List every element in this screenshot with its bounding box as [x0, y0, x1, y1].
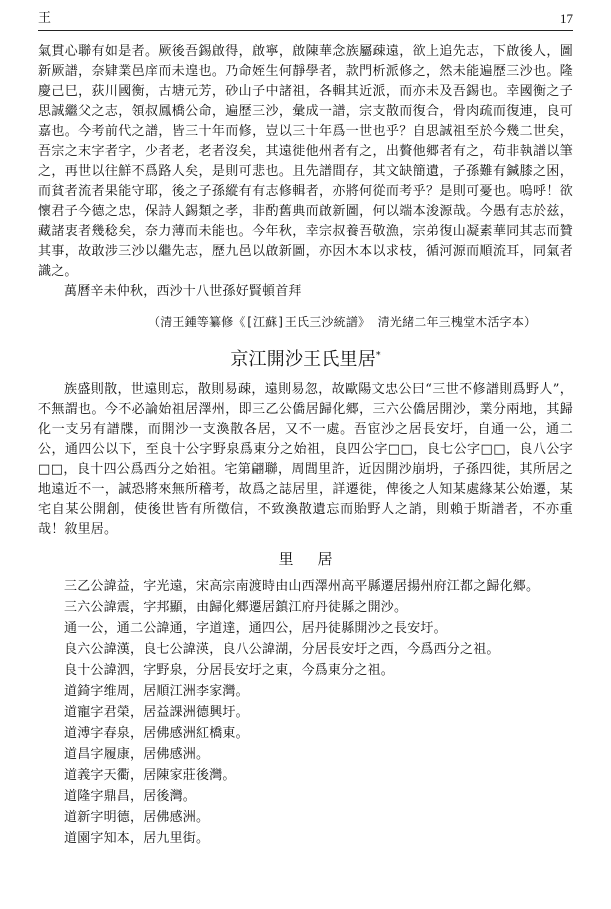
section-title-mark: * — [375, 351, 381, 361]
page-header — [38, 8, 573, 31]
subsection-title: 里居 — [278, 550, 357, 568]
residence-line: 道新字明德，居佛感洲。 — [64, 810, 210, 825]
page-number: 17 — [560, 11, 573, 26]
residence-line: 道錡字维周，居順江洲李家灣。 — [64, 684, 249, 699]
residence-line: 良十公諱泗，字野泉，分居長安圩之東，今爲東分之祖。 — [64, 663, 395, 678]
source-note: （清王鍾等纂修《[江蘇]王氏三沙統譜》 清光緒二年三槐堂木活字本） — [148, 315, 537, 329]
residence-line: 良六公諱漢，良七公諱渶，良八公諱湖，分居長安圩之西，今爲西分之祖。 — [64, 642, 500, 657]
page-content — [38, 42, 573, 849]
residence-line: 三乙公諱益，字光遠，宋高宗南渡時由山西澤州高平縣遷居揚州府江都之歸化郷。 — [64, 579, 540, 594]
section-title — [38, 342, 573, 374]
running-head: 王 — [38, 11, 52, 26]
section-title-text: 京江開沙王氏里居 — [230, 349, 376, 370]
residence-line: 道寵字君榮，居益課洲德興圩。 — [64, 705, 249, 720]
residence-line: 道昌字履康，居佛感洲。 — [64, 747, 210, 762]
residence-line: 通一公，通二公諱通，字道達，通四公，居丹徒縣開沙之長安圩。 — [64, 621, 447, 636]
preface-continuation: 氣貫心聯有如是者。厥後吾錫啟得，啟寧，啟陳華念族屬疎遠，欲上追先志，下啟後人，圖新厥譜，奈肄業邑庠而未遑也。乃命姪生何靜學者，款門析派修之，然未能遍歷三沙也。隆慶己巳，荻川國衡，古塘元芳，砂山子中諸祖，各輯其近派，而亦未及吾錫也。幸國衡之子思誠繼父之志，領叔鳳橋公命，遍歷三沙，彙成一譜，宗支散而復合，骨肉疏而復連，良可嘉也。今考前代之譜，皆三十年而修，豈以三十年爲一世也乎？自思誠祖至於今幾二世矣，吾宗之末字者字，少者老，老者沒矣，其遠徙他州者有之，出贅他郷者有之，苟非執譜以筆之，再世以往鮮不爲路人矣，是則可悲也。且先譜間存，其文缺簡遺，子孫難有鍼膝之困，而貧者流者果能守耶，後之子孫縱有有志修輯者，亦將何從而考乎？是則可憂也。嗚呼！欲懷君子今德之忠，保詩人錫類之孝，非酌舊典而啟新圖，何以端本浚源哉。今愚有志於兹，藏諸衷者幾稔矣，奈力薄而未能也。今年秋，幸宗叔養吾敬漁，宗弟復山凝素華同其志而贊其事，故敢涉三沙以繼先志，歷九邑以啟新圖，亦因木本以求枝，循河源而順流耳，同氣者識之。 — [38, 44, 573, 279]
section-intro: 族盛則散，世遠則忘，散則易疎，遠則易忽，故歐陽文忠公曰“三世不修譜則爲野人”，不無謂也。今不必論始祖居澤州，即三乙公僑居歸化郷，三六公僑居開沙，業分兩地，其歸化一支另有譜牒，而開沙一支渙散各居，又不一處。吾宦沙之居長安圩，自通一公，通二公，通四公以下，至良十公字野泉爲東分之始祖，良四公字□□，良七公字□□，良八公字□□，良十四公爲西分之始祖。宅第翩聯，周閭里許，近因開沙崩坍，子孫四徙，其所居之地遠近不一，誠恐將來無所稽考，故爲之誌居里，詳遷徙，俾後之人知某處緣某公始遷，某宅自某公開創，使後世皆有所徵信，不致渙散遺忘而貽野人之誚，則賴于斯譜者，不亦重哉！敘里居。 — [38, 382, 573, 537]
preface-signoff: 萬曆辛未仲秋，西沙十八世孫好賢頓首拜 — [64, 284, 302, 299]
residence-line: 道隆字鼎昌，居後灣。 — [64, 789, 197, 804]
residence-line: 三六公諱震，字邦顯，由歸化郷遷居鎮江府丹徒縣之開沙。 — [64, 600, 408, 615]
residence-line: 道義字天衢，居陳家莊後灣。 — [64, 768, 236, 783]
residence-list — [38, 576, 573, 849]
residence-line: 道園字知本，居九里街。 — [64, 831, 210, 846]
residence-line: 道溥字春泉，居佛感洲紅橋東。 — [64, 726, 249, 741]
